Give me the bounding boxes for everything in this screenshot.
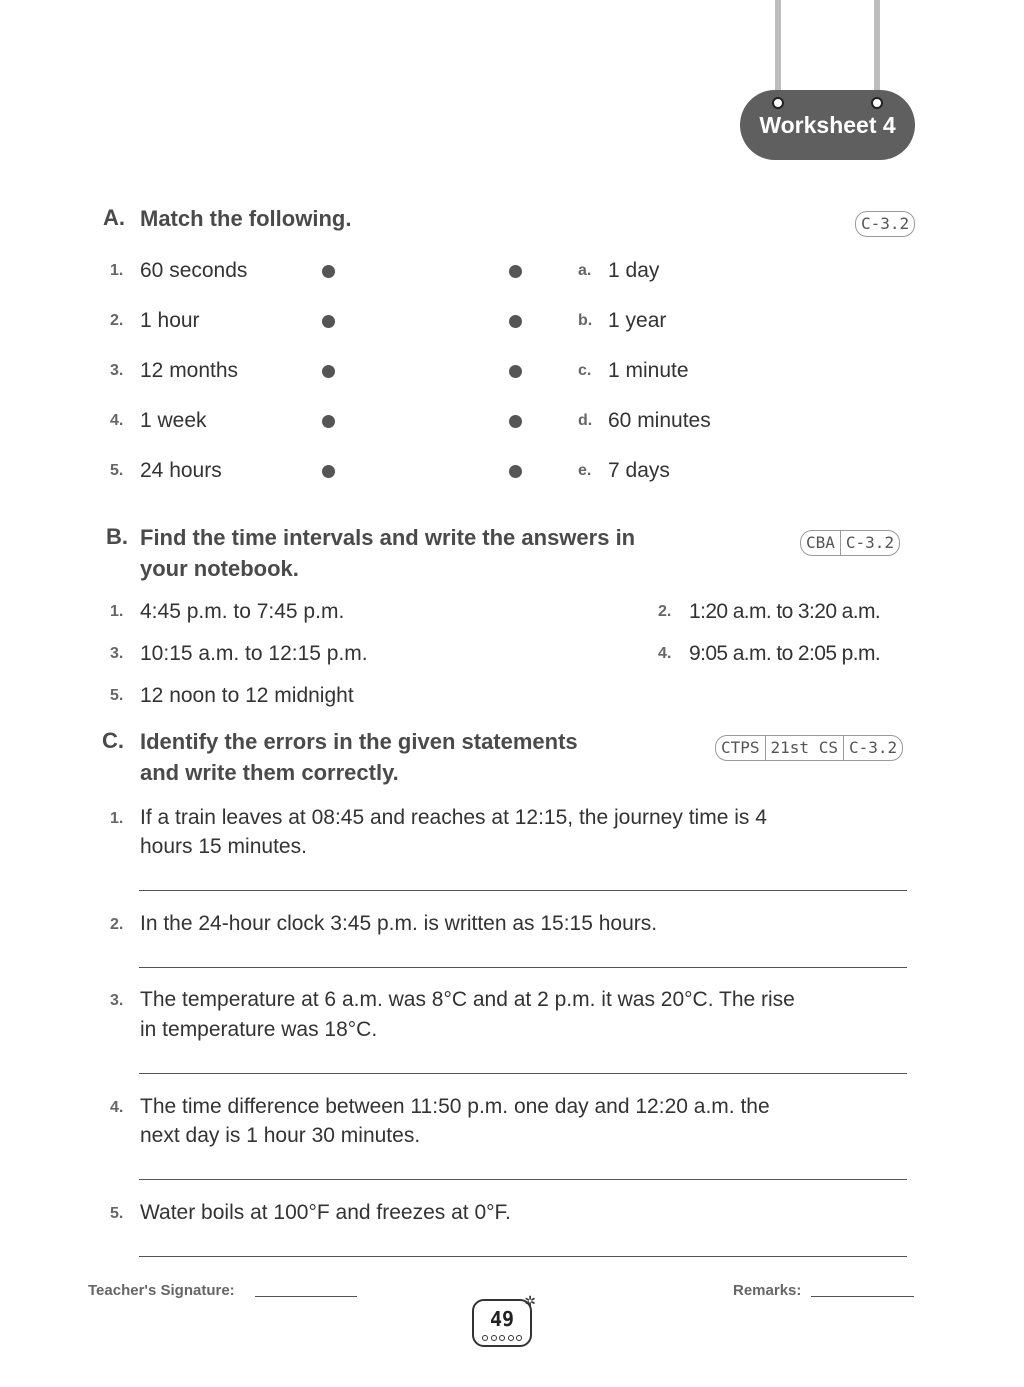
interval-question: 1:20 a.m. to 3:20 a.m. bbox=[689, 600, 881, 623]
badge-bolts bbox=[482, 1335, 522, 1341]
tag-string-right bbox=[874, 0, 880, 100]
right-item-text: 60 minutes bbox=[608, 409, 711, 432]
right-item-letter: b. bbox=[578, 312, 593, 329]
question-number: 3. bbox=[110, 992, 124, 1009]
right-match-dot[interactable] bbox=[509, 415, 522, 428]
interval-question: 10:15 a.m. to 12:15 p.m. bbox=[140, 642, 368, 665]
left-match-dot[interactable] bbox=[322, 415, 335, 428]
worksheet-badge: Worksheet 4 bbox=[740, 90, 915, 160]
interval-question: 4:45 p.m. to 7:45 p.m. bbox=[140, 600, 345, 623]
interval-question: 12 noon to 12 midnight bbox=[140, 684, 354, 707]
tag-ring-right bbox=[871, 97, 883, 109]
answer-line[interactable] bbox=[139, 1256, 907, 1257]
right-item-letter: e. bbox=[578, 462, 592, 479]
answer-line[interactable] bbox=[139, 1073, 907, 1074]
statement-line: next day is 1 hour 30 minutes. bbox=[140, 1124, 421, 1147]
section-c-title-line2: and write them correctly. bbox=[140, 760, 399, 785]
skill-tag: 21st CS bbox=[765, 736, 843, 760]
statement-line: The temperature at 6 a.m. was 8°C and at 2 p.m. it was 20°C. The rise bbox=[140, 988, 795, 1011]
left-match-dot[interactable] bbox=[322, 265, 335, 278]
right-item-letter: d. bbox=[578, 412, 593, 429]
question-number: 4. bbox=[110, 1099, 124, 1116]
tag-ring-left bbox=[772, 97, 784, 109]
section-c-tags bbox=[715, 735, 903, 761]
left-match-dot[interactable] bbox=[322, 315, 335, 328]
section-b-tags bbox=[800, 530, 900, 556]
answer-line[interactable] bbox=[139, 890, 907, 891]
right-item-letter: c. bbox=[578, 362, 592, 379]
question-number: 2. bbox=[110, 916, 124, 933]
tag-string-left bbox=[775, 0, 781, 100]
right-match-dot[interactable] bbox=[509, 365, 522, 378]
answer-line[interactable] bbox=[139, 1179, 907, 1180]
question-number: 2. bbox=[658, 603, 672, 620]
right-match-dot[interactable] bbox=[509, 265, 522, 278]
left-item-number: 3. bbox=[110, 362, 124, 379]
left-item-text: 60 seconds bbox=[140, 259, 248, 282]
skill-tag: CBA bbox=[806, 533, 835, 552]
skill-tag: C-3.2 bbox=[843, 736, 902, 760]
question-number: 5. bbox=[110, 1205, 124, 1222]
section-c-title-line1: Identify the errors in the given statements bbox=[140, 729, 578, 754]
section-a-title: Match the following. bbox=[140, 206, 352, 231]
star-icon: ✲ bbox=[524, 1293, 536, 1309]
right-item-text: 1 day bbox=[608, 259, 660, 282]
right-match-dot[interactable] bbox=[509, 465, 522, 478]
section-b-letter: B. bbox=[106, 524, 128, 549]
statement-line: The time difference between 11:50 p.m. one day and 12:20 a.m. the bbox=[140, 1095, 770, 1118]
remarks-line[interactable] bbox=[811, 1296, 914, 1297]
right-item-text: 1 year bbox=[608, 309, 667, 332]
interval-question: 9:05 a.m. to 2:05 p.m. bbox=[689, 642, 881, 665]
left-item-text: 24 hours bbox=[140, 459, 222, 482]
skill-tag: CTPS bbox=[721, 738, 760, 757]
page-number-badge bbox=[472, 1293, 536, 1347]
section-a-letter: A. bbox=[103, 205, 125, 230]
right-match-dot[interactable] bbox=[509, 315, 522, 328]
remarks-label: Remarks: bbox=[733, 1282, 802, 1299]
statement-line: hours 15 minutes. bbox=[140, 835, 307, 858]
right-item-text: 7 days bbox=[608, 459, 670, 482]
skill-tag: C-3.2 bbox=[861, 214, 910, 233]
right-item-text: 1 minute bbox=[608, 359, 689, 382]
question-number: 1. bbox=[110, 810, 124, 827]
teacher-signature-label: Teacher's Signature: bbox=[88, 1282, 235, 1299]
question-number: 1. bbox=[110, 603, 124, 620]
left-item-text: 1 hour bbox=[140, 309, 200, 332]
question-number: 5. bbox=[110, 687, 124, 704]
skill-tag: C-3.2 bbox=[840, 531, 899, 555]
teacher-signature-line[interactable] bbox=[255, 1296, 357, 1297]
statement-line: In the 24-hour clock 3:45 p.m. is written as 15:15 hours. bbox=[140, 912, 658, 935]
left-match-dot[interactable] bbox=[322, 365, 335, 378]
section-b-title-line2: your notebook. bbox=[140, 556, 299, 581]
left-item-text: 1 week bbox=[140, 409, 207, 432]
question-number: 3. bbox=[110, 645, 124, 662]
page-number: 49 bbox=[489, 1307, 515, 1331]
question-number: 4. bbox=[658, 645, 672, 662]
left-item-number: 4. bbox=[110, 412, 124, 429]
left-item-number: 1. bbox=[110, 262, 124, 279]
left-item-number: 5. bbox=[110, 462, 124, 479]
section-c-letter: C. bbox=[102, 728, 124, 753]
left-item-number: 2. bbox=[110, 312, 124, 329]
left-item-text: 12 months bbox=[140, 359, 239, 382]
statement-line: If a train leaves at 08:45 and reaches at 12:15, the journey time is 4 bbox=[140, 806, 767, 829]
section-a-tags bbox=[855, 211, 915, 237]
section-b-title-line1: Find the time intervals and write the answers in bbox=[140, 525, 636, 550]
statement-line: Water boils at 100°F and freezes at 0°F. bbox=[140, 1201, 511, 1224]
statement-line: in temperature was 18°C. bbox=[140, 1018, 378, 1041]
right-item-letter: a. bbox=[578, 262, 592, 279]
left-match-dot[interactable] bbox=[322, 465, 335, 478]
answer-line[interactable] bbox=[139, 967, 907, 968]
